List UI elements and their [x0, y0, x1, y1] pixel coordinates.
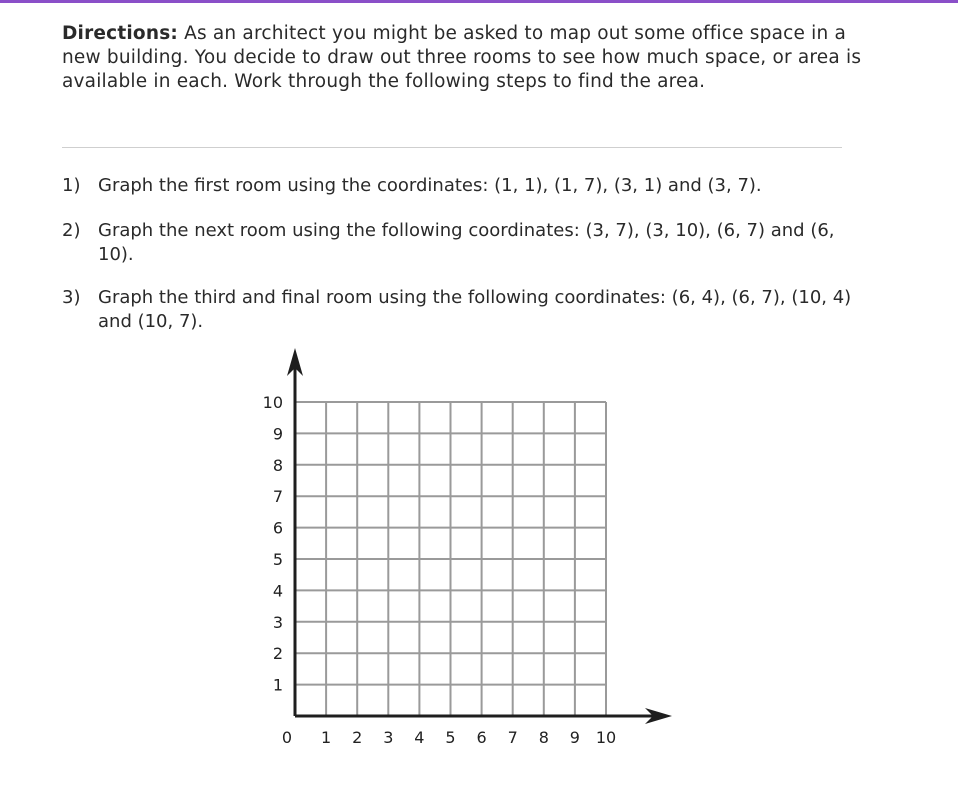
x-tick-label: 6 — [476, 728, 487, 747]
y-tick-label: 8 — [272, 455, 283, 475]
x-tick-label: 1 — [321, 728, 332, 747]
step-number: 3) — [62, 287, 81, 308]
x-tick-label: 0 — [281, 728, 293, 747]
y-tick-label: 7 — [272, 487, 283, 507]
step-number: 1) — [62, 175, 81, 196]
x-tick-label: 2 — [352, 728, 363, 747]
step-text: Graph the third and final room using the following coordinates: (6, 4), (6, 7), (10, 4) and (10, 7). — [98, 287, 852, 332]
y-tick-label: 2 — [272, 644, 283, 664]
x-tick-label: 3 — [383, 728, 394, 747]
x-tick-label: 5 — [445, 728, 456, 747]
step-number: 2) — [62, 220, 81, 241]
directions-text: As an architect you might be asked to map out some office space in a new building. You decide to draw out three rooms to see how much space, or area is available in each. Work through the following steps to find the area. — [62, 23, 862, 92]
y-tick-label: 9 — [272, 424, 283, 444]
x-tick-label: 9 — [569, 728, 580, 747]
y-tick-label: 4 — [272, 581, 283, 601]
step-text: Graph the first room using the coordinates: (1, 1), (1, 7), (3, 1) and (3, 7). — [98, 175, 762, 196]
x-tick-label: 4 — [414, 728, 425, 747]
y-tick-label: 10 — [262, 393, 283, 412]
step-text: Graph the next room using the following coordinates: (3, 7), (3, 10), (6, 7) and (6, 10). — [98, 220, 835, 265]
y-tick-label: 1 — [272, 675, 283, 695]
y-tick-label: 3 — [272, 612, 283, 632]
y-tick-label: 5 — [272, 550, 283, 569]
x-tick-label: 10 — [595, 728, 617, 747]
directions-label: Directions: — [62, 23, 179, 44]
x-tick-label: 7 — [507, 728, 518, 747]
y-tick-label: 6 — [272, 518, 283, 538]
x-tick-label: 8 — [538, 728, 549, 747]
